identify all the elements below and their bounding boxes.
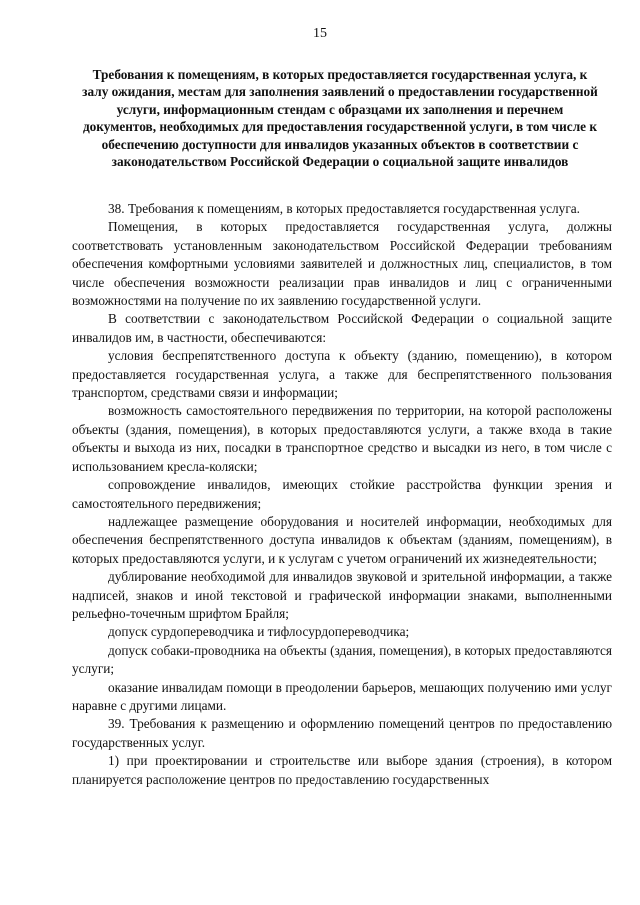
list-item-guide-dog: допуск собаки-проводника на объекты (здания, помещения), в которых предоставляются услуги; [72,642,612,677]
list-item-escort: сопровождение инвалидов, имеющих стойкие расстройства функции зрения и самостоятельного передвижения; [72,477,612,511]
body-text [72,200,612,789]
list-item-equipment-placement: надлежащее размещение оборудования и носителей информации, необходимых для обеспечения беспрепятственного доступа инвалидов к объектам (зданиям, помещениям), в которых предоставляются услуги, и к услугам с учетом ограничений их жизнедеятельности; [72,513,612,566]
page-number: 15 [313,26,327,41]
list-item-sign-interpreter: допуск сурдопереводчика и тифлосурдопереводчика; [108,624,410,640]
list-item-barrier-assistance: оказание инвалидам помощи в преодолении барьеров, мешающих получению ими услуг наравне с другими лицами. [72,679,612,713]
list-item-information-duplication: дублирование необходимой для инвалидов звуковой и зрительной информации, а также надписей, знаков и иной текстовой и графической информации знаками, выполненными рельефно-точечным шрифтом Брайля; [72,569,612,621]
list-item-access-conditions: условия беспрепятственного доступа к объекту (зданию, помещению), в котором предоставляется государственная услуга, а также для беспрепятственного пользования транспортом, средствами связи и информации; [72,348,612,401]
list-item-independent-movement: возможность самостоятельного передвижения по территории, на которой расположены объекты (здания, помещения), в которых предоставляются услуги, а также входа в такие объекты и выхода из них, посадки в транспортное средство и высадки из него, в том числе с использованием кресла-коляски; [72,403,612,474]
paragraph-premises-requirements: Помещения, в которых предоставляется государственная услуга, должны соответствовать установленным законодательством Российской Федерации требованиям обеспечения комфортными условиями заявителей и должностных лиц, специалистов, в том числе обеспечения возможности реализации прав инвалидов и лиц с ограниченными возможностями на получение по их заявлению государственной услуги. [72,219,612,309]
paragraph-38: 38. Требования к помещениям, в которых предоставляется государственная услуга. [108,201,581,216]
section-heading: Требования к помещениям, в которых предоставляется государственная услуга, к залу ожидания, местам для заполнения заявлений о предоставлении государственной услуги, информационным стендам с образцами их заполнения и перечнем документов, необходимых для предоставления государственной услуги, в том числе к обеспечению доступности для инвалидов указанных объектов в соответствии с законодательством Российской Федерации о социальной защите инвалидов [82,67,598,170]
paragraph-disability-law: В соответствии с законодательством Российской Федерации о социальной защите инвалидов им, в частности, обеспечиваются: [72,311,612,345]
paragraph-39: 39. Требования к размещению и оформлению помещений центров по предоставлению государственных услуг. [72,716,612,750]
paragraph-39-item-1: 1) при проектировании и строительстве или выборе здания (строения), в котором планируется расположение центров по предоставлению государственных [72,753,612,787]
